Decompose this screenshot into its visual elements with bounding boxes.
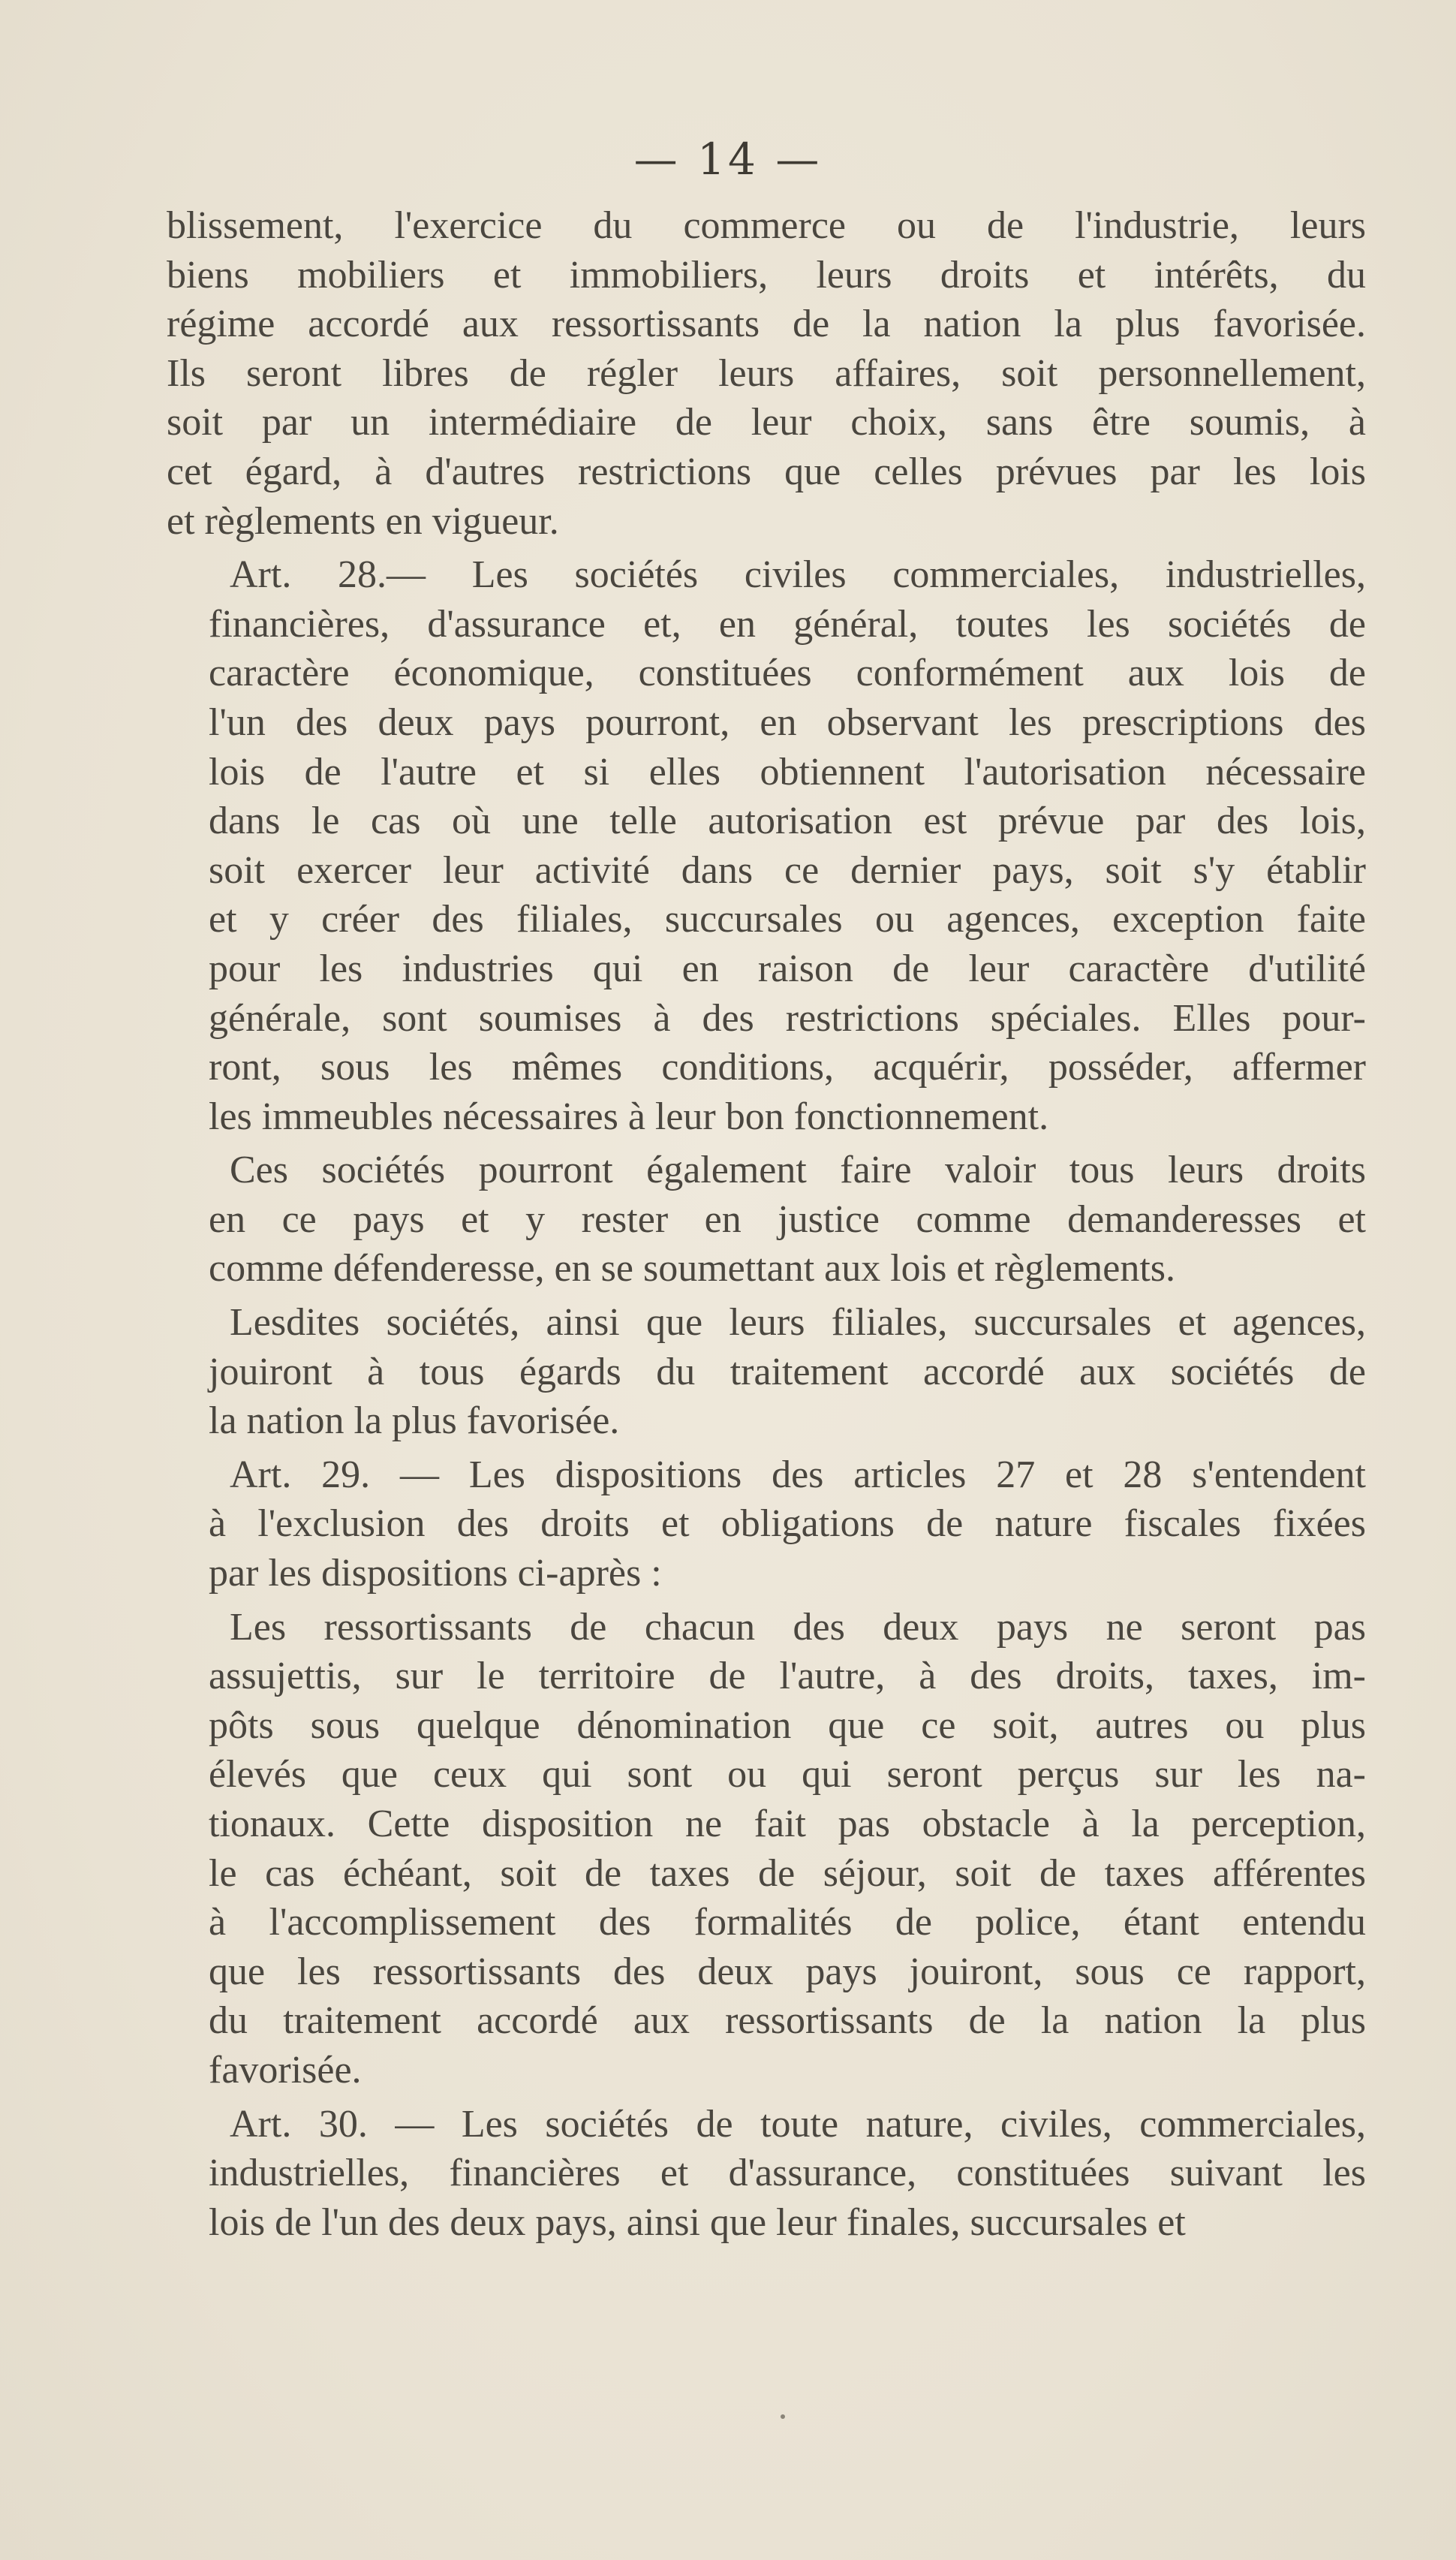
speck-mark — [781, 2414, 785, 2419]
text-line: et règlements en vigueur. — [167, 499, 559, 543]
text-line: générale, sont soumises à des restrictions spéciales. Elles pour- — [209, 996, 1366, 1040]
text-line: comme défenderesse, en se soumettant aux lois et règlements. — [209, 1247, 1176, 1291]
text-line: lois de l'un des deux pays, ainsi que leur finales, succursales et — [209, 2200, 1186, 2244]
paragraph-article-28 — [167, 550, 1366, 1141]
text-line: Art. 30. — Les sociétés de toute nature, civiles, commerciales, — [230, 2102, 1366, 2146]
text-line: pôts sous quelque dénomination que ce soit, autres ou plus — [209, 1703, 1366, 1747]
text-line: industrielles, financières et d'assurance, constituées suivant les — [209, 2152, 1366, 2195]
text-line: Lesdites sociétés, ainsi que leurs filiales, succursales et agences, — [230, 1301, 1366, 1345]
text-line: régime accordé aux ressortissants de la nation la plus favorisée. — [167, 303, 1366, 346]
text-line: en ce pays et y rester en justice comme demanderesses et — [209, 1197, 1366, 1241]
text-line: le cas échéant, soit de taxes de séjour, soit de taxes afférentes — [209, 1851, 1366, 1895]
text-line: soit par un intermédiaire de leur choix, sans être soumis, à — [167, 401, 1366, 444]
text-line: Les ressortissants de chacun des deux pays ne seront pas — [230, 1605, 1366, 1649]
text-line: soit exercer leur activité dans ce dernier pays, soit s'y établir — [209, 848, 1366, 892]
text-line: biens mobiliers et immobiliers, leurs droits et intérêts, du — [167, 253, 1366, 297]
page-number: — 14 — — [633, 134, 823, 185]
paragraph-article-28-rights — [167, 1146, 1366, 1294]
paragraph-article-28-treatment — [167, 1298, 1366, 1446]
paragraph-article-29 — [167, 1450, 1366, 1598]
text-line: caractère économique, constituées conformément aux lois de — [209, 652, 1366, 695]
text-line: ront, sous les mêmes conditions, acquérir, posséder, affermer — [209, 1046, 1366, 1089]
text-line: Art. 29. — Les dispositions des articles 27 et 28 s'entendent — [230, 1453, 1366, 1496]
paragraph-article-30 — [167, 2100, 1366, 2248]
text-line: les immeubles nécessaires à leur bon fonctionnement. — [209, 1095, 1049, 1138]
text-line: à l'accomplissement des formalités de police, étant entendu — [209, 1901, 1366, 1944]
text-line: lois de l'autre et si elles obtiennent l'autorisation nécessaire — [209, 750, 1366, 794]
text-line: l'un des deux pays pourront, en observant les prescriptions des — [209, 700, 1366, 744]
text-line: assujettis, sur le territoire de l'autre, à des droits, taxes, im- — [209, 1655, 1366, 1698]
text-line: la nation la plus favorisée. — [209, 1399, 620, 1443]
text-line: élevés que ceux qui sont ou qui seront perçus sur les na- — [209, 1753, 1366, 1797]
paragraph-continuation — [167, 201, 1366, 546]
text-line: par les dispositions ci-après : — [209, 1552, 662, 1595]
text-line: jouiront à tous égards du traitement accordé aux sociétés de — [209, 1350, 1366, 1393]
text-line: que les ressortissants des deux pays jouiront, sous ce rapport, — [209, 1950, 1366, 1993]
text-line: dans le cas où une telle autorisation est prévue par des lois, — [209, 800, 1366, 843]
text-line: et y créer des filiales, succursales ou agences, exception faite — [209, 898, 1366, 941]
text-line: Ils seront libres de régler leurs affaires, soit personnellement, — [167, 351, 1366, 395]
text-line: pour les industries qui en raison de leur caractère d'utilité — [209, 947, 1366, 990]
text-line: à l'exclusion des droits et obligations de nature fiscales fixées — [209, 1502, 1366, 1546]
text-line: favorisée. — [209, 2048, 362, 2092]
text-line: blissement, l'exercice du commerce ou de l'industrie, leurs — [167, 204, 1366, 247]
text-line: du traitement accordé aux ressortissants de la nation la plus — [209, 1999, 1366, 2043]
text-line: tionaux. Cette disposition ne fait pas obstacle à la perception, — [209, 1803, 1366, 1845]
paragraph-article-29-taxes — [167, 1603, 1366, 2095]
text-line: financières, d'assurance et, en général, toutes les sociétés de — [209, 602, 1366, 646]
text-line: Art. 28.— Les sociétés civiles commerciales, industrielles, — [230, 553, 1366, 597]
text-line: cet égard, à d'autres restrictions que celles prévues par les lois — [167, 450, 1366, 493]
text-line: Ces sociétés pourront également faire valoir tous leurs droits — [230, 1149, 1366, 1192]
body-text — [167, 201, 1366, 2247]
